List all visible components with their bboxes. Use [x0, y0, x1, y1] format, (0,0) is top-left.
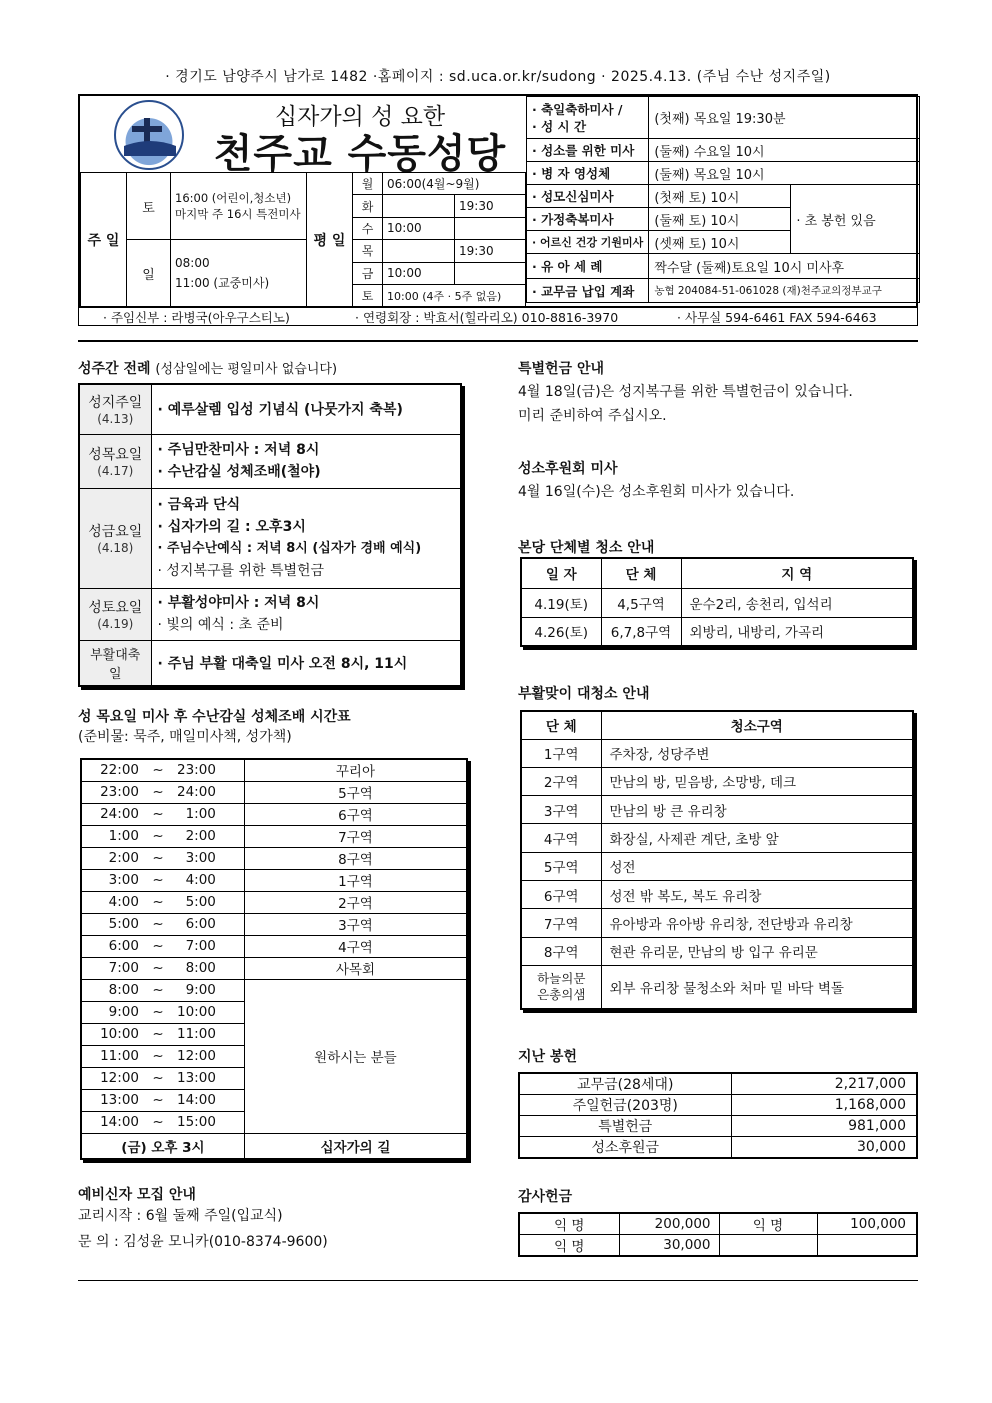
offering-item: 주일헌금(203명)	[519, 1095, 731, 1116]
offering-item: 특별헌금	[519, 1116, 731, 1137]
hw-day-2-date: (4.18)	[97, 541, 134, 555]
vocation-mass-label: · 성소를 위한 미사	[527, 139, 649, 162]
catechumen-line-2: 문 의 : 김성윤 모니카(010-8374-9600)	[78, 1234, 328, 1250]
hw-day-3	[79, 588, 151, 640]
cleaning-h2: 지 역	[681, 558, 913, 588]
friday-way-of-cross: 십자가의 길	[244, 1133, 467, 1159]
cleaning-group: 6,7,8구역	[601, 617, 681, 646]
sick-communion-value: (둘째) 목요일 10시	[649, 162, 920, 185]
adoration-start: 14:00	[81, 1111, 143, 1133]
feast-label-1: · 축일축하미사 /	[532, 101, 623, 117]
feast-label	[527, 97, 649, 139]
adoration-row	[81, 957, 467, 979]
adoration-start: 10:00	[81, 1023, 143, 1045]
adoration-start: 24:00	[81, 803, 143, 825]
hw-item: · 주님수난예식 : 저녁 8시 (십자가 경배 예식)	[157, 541, 422, 556]
weekday-label: 평 일	[307, 173, 353, 307]
easter-clean-title: 부활맞이 대청소 안내	[518, 686, 650, 702]
cleaning-title: 본당 단체별 청소 안내	[518, 540, 655, 556]
hw-items-3	[151, 588, 461, 640]
hw-day-1-date: (4.17)	[97, 464, 134, 478]
hw-items-4	[151, 640, 461, 686]
easter-clean-area: 만남의 방, 믿음방, 소망방, 데크	[601, 767, 913, 795]
adoration-end: 2:00	[173, 825, 244, 847]
offering-title: 지난 봉헌	[518, 1049, 577, 1065]
candle-note: · 초 봉헌 있음	[791, 185, 920, 254]
elder-mass-label: · 어르신 건강 기원미사	[527, 231, 649, 254]
adoration-row	[81, 781, 467, 803]
adoration-tilde: ~	[143, 1067, 173, 1089]
adoration-tilde: ~	[143, 957, 173, 979]
cleaning-table	[520, 557, 914, 647]
wd-2-b	[455, 217, 526, 239]
adoration-note: (준비물: 묵주, 매일미사책, 성가책)	[78, 729, 292, 745]
adoration-end: 7:00	[173, 935, 244, 957]
offering-row	[519, 1116, 917, 1137]
adoration-end: 4:00	[173, 869, 244, 891]
adoration-start: 11:00	[81, 1045, 143, 1067]
adoration-group: 사목회	[244, 957, 467, 979]
cleaning-group: 4,5구역	[601, 588, 681, 617]
easter-clean-area: 외부 유리창 물청소와 처마 밑 바닥 벽돌	[601, 965, 913, 1009]
sun-time-2: 11:00 (교중미사)	[175, 276, 270, 291]
adoration-end: 13:00	[173, 1067, 244, 1089]
adoration-end: 23:00	[173, 759, 244, 781]
adoration-table	[80, 758, 468, 1160]
hw-items-2	[151, 488, 461, 588]
offering-table	[518, 1072, 918, 1159]
adoration-tilde: ~	[143, 847, 173, 869]
adoration-friday-row	[81, 1133, 467, 1159]
sat-time-2: 마지막 주 16시 특전미사	[175, 207, 301, 222]
vocation-title: 성소후원회 미사	[518, 461, 618, 477]
hw-item: · 십자가의 길 : 오후3시	[157, 519, 306, 535]
adoration-start: 22:00	[81, 759, 143, 781]
mass-schedule-table	[80, 172, 526, 307]
easter-clean-group: 5구역	[521, 852, 601, 880]
wd-1-a	[383, 195, 455, 217]
adoration-end: 24:00	[173, 781, 244, 803]
adoration-tilde: ~	[143, 1111, 173, 1133]
easter-clean-table	[520, 710, 914, 1010]
easter-clean-area: 유아방과 유아방 유리창, 전단방과 유리창	[601, 909, 913, 937]
adoration-row	[81, 847, 467, 869]
adoration-row	[81, 803, 467, 825]
hw-day-0-date: (4.13)	[97, 412, 134, 427]
adoration-end: 3:00	[173, 847, 244, 869]
easter-clean-group: 하늘의문 은총의샘	[521, 965, 601, 1009]
adoration-start: 1:00	[81, 825, 143, 847]
adoration-start: 3:00	[81, 869, 143, 891]
adoration-row	[81, 825, 467, 847]
easter-clean-header	[521, 711, 913, 739]
sat-time-1: 16:00 (어린이,청소년)	[175, 191, 292, 206]
vocation-line-1: 4월 16일(수)은 성소후원회 미사가 있습니다.	[518, 484, 795, 500]
wd-1-b: 19:30	[455, 195, 526, 217]
hw-items-1	[151, 434, 461, 488]
easter-clean-row	[521, 909, 913, 937]
adoration-tilde: ~	[143, 913, 173, 935]
wd-0: 월	[353, 173, 383, 195]
easter-clean-row	[521, 739, 913, 767]
easter-clean-row	[521, 937, 913, 965]
sat-times	[171, 173, 307, 240]
adoration-end: 8:00	[173, 957, 244, 979]
holyweek-title-text: 성주간 전례	[78, 361, 151, 377]
adoration-group: 4구역	[244, 935, 467, 957]
easter-clean-row	[521, 796, 913, 824]
adoration-start: 5:00	[81, 913, 143, 935]
hw-items-0	[151, 384, 461, 434]
adoration-group: 6구역	[244, 803, 467, 825]
hw-item: · 주님 부활 대축일 미사 오전 8시, 11시	[157, 655, 408, 672]
easter-clean-group: 4구역	[521, 824, 601, 852]
adoration-row	[81, 913, 467, 935]
cleaning-date: 4.19(토)	[521, 588, 601, 617]
easter-clean-group: 2구역	[521, 767, 601, 795]
hw-day-2-name: 성금요일	[88, 524, 143, 540]
easter-clean-h0: 단 체	[521, 711, 601, 739]
adoration-end: 15:00	[173, 1111, 244, 1133]
wd-5-a: 10:00 (4주 · 5주 없음)	[383, 284, 526, 306]
adoration-start: 13:00	[81, 1089, 143, 1111]
adoration-end: 6:00	[173, 913, 244, 935]
adoration-start: 9:00	[81, 1001, 143, 1023]
adoration-title: 성 목요일 미사 후 수난감실 성체조배 시간표	[78, 709, 351, 725]
holyweek-table	[78, 383, 462, 687]
adoration-group: 2구역	[244, 891, 467, 913]
adoration-row	[81, 869, 467, 891]
cleaning-area: 외방리, 내방리, 가곡리	[681, 617, 913, 646]
hw-day-3-name: 성토요일	[88, 600, 143, 616]
dues-account-value: 농협 204084-51-061028 (재)천주교의정부교구	[649, 279, 920, 303]
adoration-open: 원하시는 분들	[244, 979, 467, 1133]
easter-clean-group: 6구역	[521, 880, 601, 908]
adoration-group: 3구역	[244, 913, 467, 935]
adoration-tilde: ~	[143, 869, 173, 891]
offering-amount: 2,217,000	[731, 1073, 917, 1095]
adoration-end: 12:00	[173, 1045, 244, 1067]
thanks-name: 익 명	[519, 1235, 619, 1257]
thanks-title: 감사헌금	[518, 1189, 573, 1205]
wd-2-a: 10:00	[383, 217, 455, 239]
marian-mass-value: (첫째 토) 10시	[649, 185, 791, 208]
offering-item: 교무금(28세대)	[519, 1073, 731, 1095]
holyweek-note: (성삼일에는 평일미사 없습니다)	[155, 362, 338, 377]
adoration-start: 6:00	[81, 935, 143, 957]
office-info: · 사무실 594-6461 FAX 594-6463	[677, 310, 877, 325]
adoration-end: 10:00	[173, 1001, 244, 1023]
bulletin-header	[78, 94, 918, 308]
thanks-amount: 30,000	[619, 1235, 719, 1257]
marian-mass-label: · 성모신심미사	[527, 185, 649, 208]
hw-item: · 주님만찬미사 : 저녁 8시	[157, 442, 320, 458]
adoration-end: 9:00	[173, 979, 244, 1001]
catechumen-line-1: 교리시작 : 6월 둘째 주일(입교식)	[78, 1208, 283, 1224]
easter-clean-area: 성전 밖 복도, 복도 유리창	[601, 880, 913, 908]
adoration-tilde: ~	[143, 979, 173, 1001]
adoration-row	[81, 759, 467, 781]
hw-day-4: 부활대축일	[79, 640, 151, 686]
sat-label: 토	[127, 173, 171, 240]
wd-0-a: 06:00(4월~9월)	[383, 173, 526, 195]
adoration-tilde: ~	[143, 759, 173, 781]
adoration-start: 12:00	[81, 1067, 143, 1089]
cleaning-h1: 단 체	[601, 558, 681, 588]
adoration-start: 2:00	[81, 847, 143, 869]
easter-clean-row	[521, 824, 913, 852]
adoration-end: 14:00	[173, 1089, 244, 1111]
hw-day-1	[79, 434, 151, 488]
sun-label: 일	[127, 240, 171, 307]
friday-time: (금) 오후 3시	[81, 1133, 244, 1159]
adoration-start: 7:00	[81, 957, 143, 979]
offering-row	[519, 1073, 917, 1095]
adoration-start: 4:00	[81, 891, 143, 913]
adoration-end: 1:00	[173, 803, 244, 825]
offering-row	[519, 1095, 917, 1116]
sunday-label: 주 일	[81, 173, 127, 307]
adoration-start: 23:00	[81, 781, 143, 803]
easter-clean-group: 3구역	[521, 796, 601, 824]
easter-clean-row	[521, 852, 913, 880]
hw-item: · 성지복구를 위한 특별헌금	[157, 563, 325, 579]
adoration-group: 8구역	[244, 847, 467, 869]
wd-3-b: 19:30	[455, 240, 526, 262]
easter-clean-group: 8구역	[521, 937, 601, 965]
title-area	[80, 96, 526, 177]
hw-item: · 예루살렘 입성 기념식 (나뭇가지 축복)	[157, 402, 403, 419]
family-mass-value: (둘째 토) 10시	[649, 208, 791, 231]
funeral-head-info: · 연령회장 : 박효서(힐라리오) 010-8816-3970	[355, 310, 619, 325]
baptism-value: 짝수달 (둘째)토요일 10시 미사후	[649, 254, 920, 279]
cleaning-date: 4.26(토)	[521, 617, 601, 646]
thanks-table	[518, 1212, 918, 1257]
baptism-label: · 유 아 세 례	[527, 254, 649, 279]
offering-amount: 981,000	[731, 1116, 917, 1137]
adoration-row	[81, 891, 467, 913]
adoration-tilde: ~	[143, 1089, 173, 1111]
easter-clean-group: 7구역	[521, 909, 601, 937]
hw-item: · 금육과 단식	[157, 497, 241, 513]
adoration-group: 5구역	[244, 781, 467, 803]
easter-clean-area: 주차장, 성당주변	[601, 739, 913, 767]
adoration-group: 1구역	[244, 869, 467, 891]
special-offering-line-2: 미리 준비하여 주십시오.	[518, 408, 667, 424]
adoration-tilde: ~	[143, 1023, 173, 1045]
dues-account-label: · 교무금 납입 계좌	[527, 279, 649, 303]
hw-item: · 부활성야미사 : 저녁 8시	[157, 595, 320, 611]
easter-clean-area: 화장실, 사제관 계단, 초방 앞	[601, 824, 913, 852]
holyweek-title	[78, 358, 337, 378]
wd-4-b	[455, 262, 526, 284]
wd-1: 화	[353, 195, 383, 217]
cleaning-area: 운수2리, 송천리, 입석리	[681, 588, 913, 617]
hw-day-0-name: 성지주일	[88, 395, 143, 412]
wd-4: 금	[353, 262, 383, 284]
easter-clean-row	[521, 880, 913, 908]
special-offering-title: 특별헌금 안내	[518, 361, 605, 377]
easter-clean-area: 만남의 방 큰 유리창	[601, 796, 913, 824]
easter-clean-group: 1구역	[521, 739, 601, 767]
adoration-group: 꾸리아	[244, 759, 467, 781]
feast-label-2: · 성 시 간	[532, 118, 587, 134]
top-info-line: · 경기도 남양주시 남가로 1482 ·홈페이지 : sd.uca.or.kr/sudong · 2025.4.13. (주님 수난 성지주일)	[165, 69, 831, 85]
adoration-end: 5:00	[173, 891, 244, 913]
adoration-tilde: ~	[143, 803, 173, 825]
adoration-tilde: ~	[143, 1001, 173, 1023]
easter-clean-area: 현관 유리문, 만남의 방 입구 유리문	[601, 937, 913, 965]
cleaning-h0: 일 자	[521, 558, 601, 588]
feast-value: (첫째) 목요일 19:30분	[649, 97, 920, 139]
wd-3-a	[383, 240, 455, 262]
adoration-start: 8:00	[81, 979, 143, 1001]
vocation-mass-value: (둘째) 수요일 10시	[649, 139, 920, 162]
divider-bottom	[78, 1280, 918, 1281]
parish-subtitle: 십자가의 성 요한	[274, 104, 446, 130]
adoration-tilde: ~	[143, 781, 173, 803]
offering-row	[519, 1137, 917, 1159]
sick-communion-label: · 병 자 영성체	[527, 162, 649, 185]
sun-time-1: 08:00	[175, 256, 210, 271]
hw-item: · 빛의 예식 : 초 준비	[157, 617, 284, 633]
cross-icon	[124, 116, 176, 156]
hw-day-1-name: 성목요일	[88, 447, 143, 463]
parish-logo-icon	[114, 100, 184, 170]
adoration-end: 11:00	[173, 1023, 244, 1045]
parish-title: 천주교 수동성당	[213, 130, 507, 177]
offering-amount: 1,168,000	[731, 1095, 917, 1116]
thanks-amount: 100,000	[817, 1213, 917, 1235]
wd-3: 목	[353, 240, 383, 262]
elder-mass-value: (셋째 토) 10시	[649, 231, 791, 254]
thanks-amount	[817, 1235, 917, 1257]
contact-footer	[78, 306, 918, 326]
hw-day-3-date: (4.19)	[97, 617, 134, 631]
catechumen-title: 예비신자 모집 안내	[78, 1187, 196, 1203]
easter-clean-row	[521, 767, 913, 795]
adoration-tilde: ~	[143, 825, 173, 847]
special-mass-table	[526, 96, 920, 303]
offering-item: 성소후원금	[519, 1137, 731, 1159]
wd-4-a: 10:00	[383, 262, 455, 284]
easter-clean-row	[521, 965, 913, 1009]
thanks-name: 익 명	[519, 1213, 619, 1235]
hw-item: · 수난감실 성체조배(철야)	[157, 464, 321, 480]
adoration-tilde: ~	[143, 891, 173, 913]
thanks-name: 익 명	[719, 1213, 817, 1235]
adoration-group: 7구역	[244, 825, 467, 847]
hw-day-0	[79, 384, 151, 434]
wd-5: 토	[353, 284, 383, 306]
wd-2: 수	[353, 217, 383, 239]
thanks-name	[719, 1235, 817, 1257]
thanks-amount: 200,000	[619, 1213, 719, 1235]
adoration-tilde: ~	[143, 935, 173, 957]
divider-top	[78, 340, 918, 342]
adoration-tilde: ~	[143, 1045, 173, 1067]
offering-amount: 30,000	[731, 1137, 917, 1159]
adoration-row	[81, 935, 467, 957]
special-offering-line-1: 4월 18일(금)은 성지복구를 위한 특별헌금이 있습니다.	[518, 384, 853, 400]
family-mass-label: · 가정축복미사	[527, 208, 649, 231]
easter-clean-area: 성전	[601, 852, 913, 880]
pastor-info: · 주임신부 : 라병국(아우구스티노)	[103, 310, 290, 325]
adoration-row	[81, 979, 467, 1001]
sun-times	[171, 240, 307, 307]
easter-clean-h1: 청소구역	[601, 711, 913, 739]
hw-day-2	[79, 488, 151, 588]
